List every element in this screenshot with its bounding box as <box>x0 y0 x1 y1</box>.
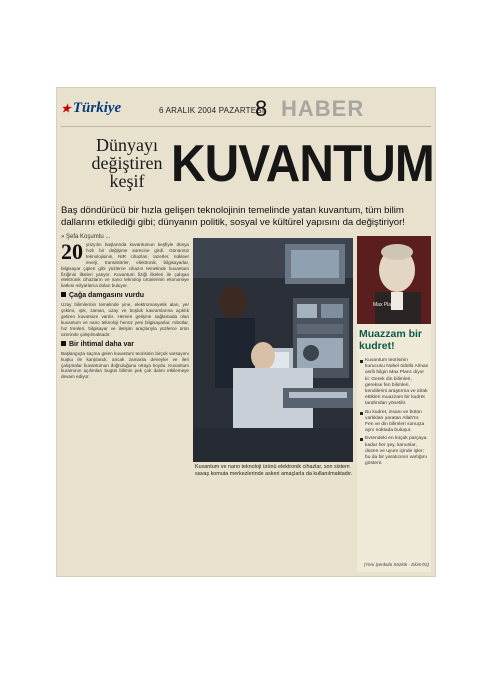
paragraph-text: yüzyılın başlarında kuvantumun keşfiyle dünya hızlı bir değişime sürecine girdi. Günümüz teknolojisinin, NIR cihazları, lazerler, nükleer enerji, transistörler, elektronik, bilgisayarlar, bilgisayar çipleri gibi yüzlerce cihazın temelinde kuvantum fiziğinin ilkeleri yatıyor. Kuvantum fiziği ilkeleri ile çalışan elektronik cihazların ve nano teknoloji ürünlerinin ekonomiye katkısı milyarlarca doları buluyor. <box>61 242 189 289</box>
logo-text: Türkiye <box>72 100 122 116</box>
sidebar-source: (Yeni Şenkülü Sözlük - Ekim'03) <box>363 562 429 567</box>
sidebar-heading: Muazzam bir kudret! <box>359 328 423 352</box>
masthead-divider <box>61 126 431 127</box>
subheading <box>61 292 189 300</box>
main-photo <box>193 238 353 462</box>
sidebar-box <box>357 236 431 572</box>
section-label: HABER <box>281 96 365 121</box>
subheading-text: Çağa damgasını vurdu <box>69 292 145 300</box>
issue-date: 6 ARALIK 2004 PAZARTESİ <box>159 106 265 115</box>
sidebar-list <box>360 358 429 469</box>
portrait-name: Max Planc <box>373 302 397 308</box>
square-bullet-icon <box>61 292 66 297</box>
article-paragraph: Uzay bilimlerinin temelinde yine, elektromanyetik alan, yer çekimi, ışık, zaman, uzay ve boşluk kavramlarına açıklık getiren kuvantum vardır. Hemen gelişme sağlamada olan kuvantum ve nano teknoloji henüz yeni bilgisayarlar, robotlar, hız trenleri, bilgisayar ve iletişim araçlarıyla yüzlerce ürün üzerinde çalışılmaktadır. <box>61 302 189 337</box>
article-column <box>61 239 189 382</box>
masthead <box>57 88 435 140</box>
page-number: 8 <box>255 96 268 121</box>
headline-main: KUVANTUM <box>171 135 434 193</box>
portrait-photo <box>357 236 431 324</box>
list-item: Kuvantum teorisinin kurucusu Nobel ödüllü Alman asıllı bilgin Max Planc diyor ki: Gerek din bilimleri, gerekse fen bilimleri, kendilerini araştırma ve idrak ettikleri muazzam bir kudret tarafından yönetilir. <box>360 358 429 408</box>
drop-cap: 20 <box>61 239 83 264</box>
portrait-image <box>357 236 431 324</box>
list-item: Evrendeki en küçük parçaya kadar her şey, kanunlar, düzen ve uyum içinde işler; bu da bir yaratıcının varlığını gösterir. <box>360 436 429 467</box>
newspaper-clipping <box>57 88 435 576</box>
square-bullet-icon <box>61 341 66 346</box>
list-item: Bu kudret, insanı ve bütün varlıkları yaratan Allah'tır. Fen ve din bilimleri sonuçta aynı noktada buluşur. <box>360 410 429 435</box>
control-room-photo <box>193 238 353 462</box>
article-paragraph: Başlangıçta saçma gelen kuvantum teorisinin birçok varsayımı kuşku ile karşılandı; ancak zamanla deneyler ve ileri çalışmalar kuvantumun doğruluğunu ortaya koydu. Kuvantum kuramının açılımları bugün bilimin pek çok dalını etkilemeye devam ediyor. <box>61 350 189 380</box>
photo-caption: Kuvantum ve nano teknoloji ürünü elektronik cihazlar, son sistem savaş komuta merkezlerinde askeri amaçlarla da kullanılmaktadır. <box>195 464 353 477</box>
subheading-text: Bir ihtimal daha var <box>69 340 134 348</box>
byline: » Şefa Koşumtu ... <box>61 234 111 240</box>
headline-kicker: Dünyayı değiştiren keşif <box>91 135 163 191</box>
star-icon: ★ <box>61 103 71 115</box>
lead-paragraph: Baş döndürücü bir hızla gelişen teknolojinin temelinde yatan kuvantum, tüm bilim dallarını etkilediği gibi; dünyanın politik, sosyal ve kültürel yapısını da değiştiriyor! <box>61 205 405 228</box>
subheading <box>61 341 189 349</box>
newspaper-logo <box>61 100 121 117</box>
article-paragraph <box>61 239 189 289</box>
